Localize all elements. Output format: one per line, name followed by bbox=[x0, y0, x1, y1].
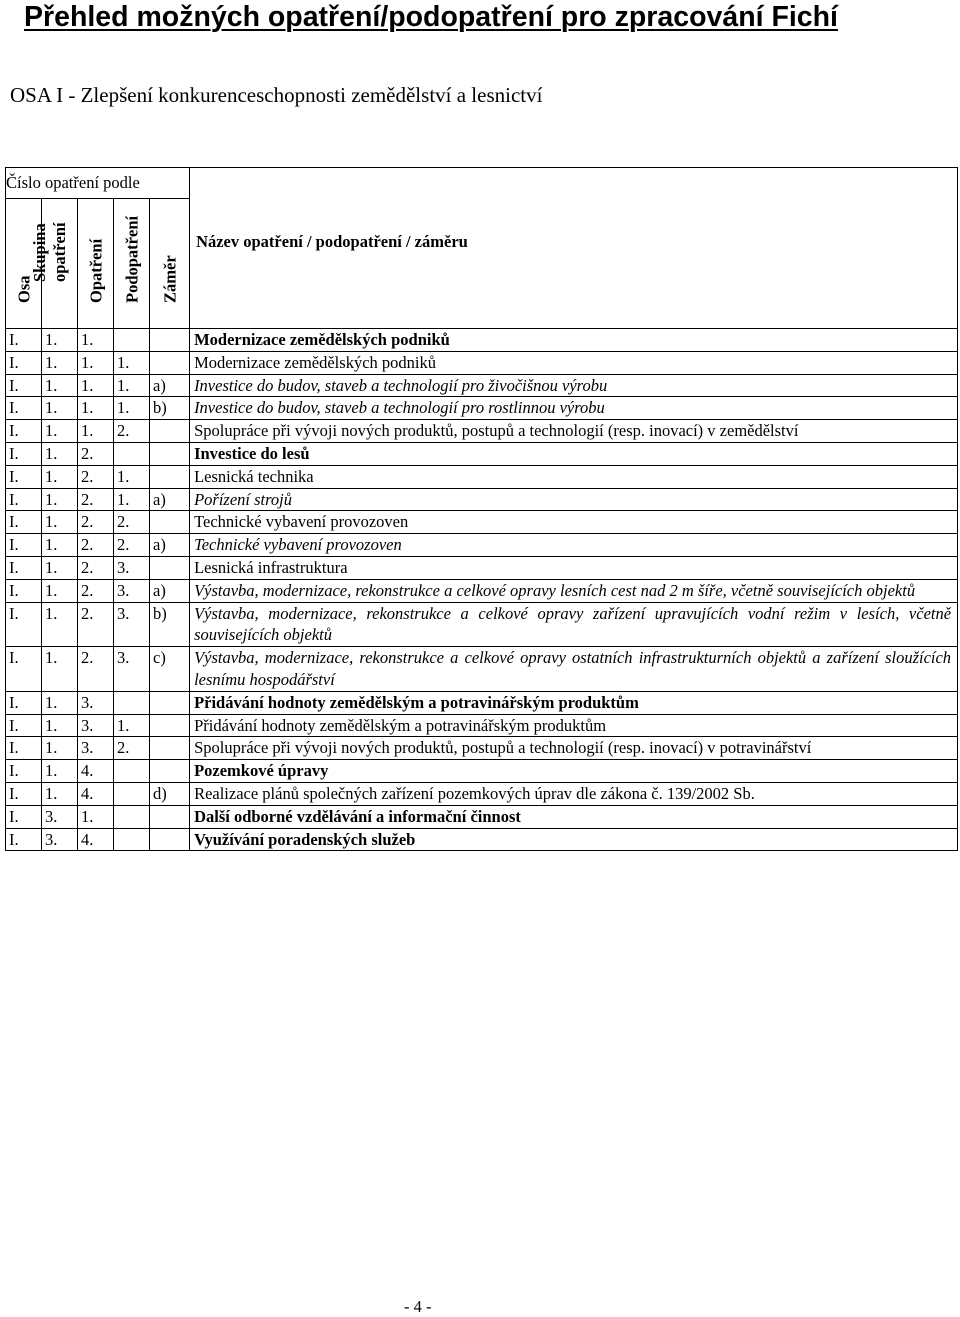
cell-podopatreni: 1. bbox=[114, 351, 150, 374]
table-row bbox=[6, 828, 958, 851]
cell-osa: I. bbox=[6, 329, 42, 352]
cell-osa: I. bbox=[6, 737, 42, 760]
cell-podopatreni: 2. bbox=[114, 737, 150, 760]
page-title: Přehled možných opatření/podopatření pro zpracování Fichí bbox=[24, 1, 838, 33]
cell-zamer bbox=[150, 760, 190, 783]
cell-skupina: 1. bbox=[42, 579, 78, 602]
table-row bbox=[6, 374, 958, 397]
cell-skupina: 1. bbox=[42, 511, 78, 534]
cell-opatreni: 1. bbox=[78, 420, 114, 443]
cell-podopatreni: 2. bbox=[114, 420, 150, 443]
cell-opatreni: 1. bbox=[78, 805, 114, 828]
col-header-skupina-label bbox=[30, 222, 70, 282]
cell-podopatreni: 1. bbox=[114, 465, 150, 488]
header-group-label: Číslo opatření podle bbox=[6, 168, 190, 199]
cell-name: Pořízení strojů bbox=[190, 488, 958, 511]
table-row bbox=[6, 351, 958, 374]
cell-podopatreni: 3. bbox=[114, 579, 150, 602]
cell-opatreni: 2. bbox=[78, 442, 114, 465]
cell-podopatreni bbox=[114, 442, 150, 465]
cell-skupina: 1. bbox=[42, 442, 78, 465]
cell-zamer bbox=[150, 511, 190, 534]
cell-name: Lesnická infrastruktura bbox=[190, 556, 958, 579]
cell-zamer bbox=[150, 465, 190, 488]
cell-skupina: 1. bbox=[42, 760, 78, 783]
table-row bbox=[6, 647, 958, 692]
cell-name: Spolupráce při vývoji nových produktů, postupů a technologií (resp. inovací) v potravinářství bbox=[190, 737, 958, 760]
cell-zamer: d) bbox=[150, 782, 190, 805]
cell-name: Spolupráce při vývoji nových produktů, postupů a technologií (resp. inovací) v zemědělství bbox=[190, 420, 958, 443]
cell-zamer: a) bbox=[150, 374, 190, 397]
cell-podopatreni: 1. bbox=[114, 488, 150, 511]
cell-osa: I. bbox=[6, 397, 42, 420]
col-header-podopatreni bbox=[114, 199, 150, 329]
cell-name: Přidávání hodnoty zemědělským a potravinářským produktům bbox=[190, 714, 958, 737]
cell-skupina: 1. bbox=[42, 374, 78, 397]
cell-zamer: a) bbox=[150, 534, 190, 557]
table-row bbox=[6, 511, 958, 534]
table-row bbox=[6, 760, 958, 783]
cell-osa: I. bbox=[6, 465, 42, 488]
cell-opatreni: 2. bbox=[78, 579, 114, 602]
cell-podopatreni: 2. bbox=[114, 511, 150, 534]
cell-opatreni: 2. bbox=[78, 465, 114, 488]
cell-name: Výstavba, modernizace, rekonstrukce a celkové opravy ostatních infrastrukturních objektů a zařízení sloužících lesnímu hospodářství bbox=[190, 647, 958, 692]
table-row bbox=[6, 602, 958, 647]
cell-skupina: 1. bbox=[42, 556, 78, 579]
col-header-opatreni-label: Opatření bbox=[86, 238, 105, 303]
cell-podopatreni: 3. bbox=[114, 556, 150, 579]
col-header-skupina-line1: Skupina bbox=[29, 223, 49, 282]
cell-zamer bbox=[150, 442, 190, 465]
cell-skupina: 1. bbox=[42, 737, 78, 760]
cell-skupina: 1. bbox=[42, 465, 78, 488]
cell-opatreni: 4. bbox=[78, 782, 114, 805]
cell-podopatreni bbox=[114, 760, 150, 783]
cell-opatreni: 2. bbox=[78, 556, 114, 579]
section-subtitle: OSA I - Zlepšení konkurenceschopnosti zemědělství a lesnictví bbox=[10, 83, 543, 107]
cell-name: Lesnická technika bbox=[190, 465, 958, 488]
cell-zamer: a) bbox=[150, 579, 190, 602]
cell-skupina: 3. bbox=[42, 805, 78, 828]
col-header-osa-label: Osa bbox=[14, 275, 33, 303]
cell-osa: I. bbox=[6, 782, 42, 805]
cell-osa: I. bbox=[6, 602, 42, 647]
cell-osa: I. bbox=[6, 420, 42, 443]
cell-skupina: 3. bbox=[42, 828, 78, 851]
cell-opatreni: 2. bbox=[78, 602, 114, 647]
col-header-skupina-line2: opatření bbox=[49, 222, 69, 282]
cell-osa: I. bbox=[6, 511, 42, 534]
cell-skupina: 1. bbox=[42, 647, 78, 692]
cell-opatreni: 3. bbox=[78, 691, 114, 714]
cell-osa: I. bbox=[6, 488, 42, 511]
cell-zamer bbox=[150, 737, 190, 760]
cell-osa: I. bbox=[6, 647, 42, 692]
cell-zamer bbox=[150, 556, 190, 579]
cell-name: Výstavba, modernizace, rekonstrukce a celkové opravy zařízení upravujících vodní režim v lesích, včetně souvisejících objektů bbox=[190, 602, 958, 647]
table-row bbox=[6, 579, 958, 602]
measures-table bbox=[5, 167, 958, 851]
cell-skupina: 1. bbox=[42, 782, 78, 805]
table-row bbox=[6, 534, 958, 557]
cell-zamer bbox=[150, 828, 190, 851]
cell-osa: I. bbox=[6, 351, 42, 374]
name-column-header: Název opatření / podopatření / záměru bbox=[190, 168, 958, 329]
col-header-podopatreni-label: Podopatření bbox=[122, 215, 141, 303]
table-row bbox=[6, 556, 958, 579]
cell-name: Technické vybavení provozoven bbox=[190, 511, 958, 534]
cell-opatreni: 2. bbox=[78, 534, 114, 557]
cell-skupina: 1. bbox=[42, 714, 78, 737]
cell-zamer: a) bbox=[150, 488, 190, 511]
cell-zamer: c) bbox=[150, 647, 190, 692]
cell-osa: I. bbox=[6, 534, 42, 557]
table-row bbox=[6, 329, 958, 352]
cell-skupina: 1. bbox=[42, 351, 78, 374]
table-row bbox=[6, 397, 958, 420]
cell-skupina: 1. bbox=[42, 534, 78, 557]
cell-osa: I. bbox=[6, 760, 42, 783]
cell-osa: I. bbox=[6, 691, 42, 714]
table-row bbox=[6, 442, 958, 465]
page-number: - 4 - bbox=[404, 1297, 432, 1316]
col-header-opatreni bbox=[78, 199, 114, 329]
table-row bbox=[6, 420, 958, 443]
cell-opatreni: 4. bbox=[78, 828, 114, 851]
cell-opatreni: 2. bbox=[78, 647, 114, 692]
cell-zamer bbox=[150, 329, 190, 352]
cell-podopatreni: 2. bbox=[114, 534, 150, 557]
cell-name: Investice do lesů bbox=[190, 442, 958, 465]
cell-opatreni: 2. bbox=[78, 488, 114, 511]
cell-osa: I. bbox=[6, 714, 42, 737]
cell-podopatreni: 3. bbox=[114, 647, 150, 692]
cell-skupina: 1. bbox=[42, 397, 78, 420]
cell-podopatreni bbox=[114, 329, 150, 352]
col-header-zamer bbox=[150, 199, 190, 329]
table-row bbox=[6, 465, 958, 488]
cell-opatreni: 1. bbox=[78, 374, 114, 397]
cell-zamer bbox=[150, 420, 190, 443]
cell-osa: I. bbox=[6, 579, 42, 602]
cell-opatreni: 4. bbox=[78, 760, 114, 783]
cell-name: Další odborné vzdělávání a informační činnost bbox=[190, 805, 958, 828]
table-row bbox=[6, 714, 958, 737]
header-group-row bbox=[6, 168, 958, 199]
cell-podopatreni bbox=[114, 782, 150, 805]
col-header-skupina bbox=[29, 199, 78, 329]
cell-podopatreni bbox=[114, 691, 150, 714]
cell-name: Přidávání hodnoty zemědělským a potravinářským produktům bbox=[190, 691, 958, 714]
cell-opatreni: 1. bbox=[78, 329, 114, 352]
cell-skupina: 1. bbox=[42, 420, 78, 443]
cell-name: Investice do budov, staveb a technologií pro živočišnou výrobu bbox=[190, 374, 958, 397]
cell-osa: I. bbox=[6, 556, 42, 579]
cell-name: Modernizace zemědělských podniků bbox=[190, 351, 958, 374]
cell-name: Realizace plánů společných zařízení pozemkových úprav dle zákona č. 139/2002 Sb. bbox=[190, 782, 958, 805]
cell-zamer bbox=[150, 351, 190, 374]
table-row bbox=[6, 805, 958, 828]
table-row bbox=[6, 737, 958, 760]
table-row bbox=[6, 691, 958, 714]
cell-name: Pozemkové úpravy bbox=[190, 760, 958, 783]
cell-podopatreni: 1. bbox=[114, 714, 150, 737]
cell-name: Využívání poradenských služeb bbox=[190, 828, 958, 851]
table-row bbox=[6, 488, 958, 511]
cell-osa: I. bbox=[6, 828, 42, 851]
cell-zamer bbox=[150, 805, 190, 828]
cell-osa: I. bbox=[6, 805, 42, 828]
cell-opatreni: 3. bbox=[78, 714, 114, 737]
cell-opatreni: 1. bbox=[78, 397, 114, 420]
cell-podopatreni: 1. bbox=[114, 397, 150, 420]
cell-opatreni: 1. bbox=[78, 351, 114, 374]
cell-zamer: b) bbox=[150, 397, 190, 420]
cell-name: Technické vybavení provozoven bbox=[190, 534, 958, 557]
cell-name: Modernizace zemědělských podniků bbox=[190, 329, 958, 352]
cell-zamer bbox=[150, 691, 190, 714]
cell-name: Výstavba, modernizace, rekonstrukce a celkové opravy lesních cest nad 2 m šíře, včetně souvisejících objektů bbox=[190, 579, 958, 602]
cell-skupina: 1. bbox=[42, 488, 78, 511]
cell-opatreni: 3. bbox=[78, 737, 114, 760]
cell-podopatreni: 1. bbox=[114, 374, 150, 397]
cell-skupina: 1. bbox=[42, 602, 78, 647]
cell-opatreni: 2. bbox=[78, 511, 114, 534]
cell-podopatreni bbox=[114, 805, 150, 828]
cell-zamer: b) bbox=[150, 602, 190, 647]
cell-name: Investice do budov, staveb a technologií pro rostlinnou výrobu bbox=[190, 397, 958, 420]
cell-skupina: 1. bbox=[42, 691, 78, 714]
col-header-zamer-label: Záměr bbox=[160, 255, 180, 303]
cell-osa: I. bbox=[6, 374, 42, 397]
cell-skupina: 1. bbox=[42, 329, 78, 352]
cell-zamer bbox=[150, 714, 190, 737]
cell-podopatreni: 3. bbox=[114, 602, 150, 647]
table-row bbox=[6, 782, 958, 805]
cell-podopatreni bbox=[114, 828, 150, 851]
cell-osa: I. bbox=[6, 442, 42, 465]
